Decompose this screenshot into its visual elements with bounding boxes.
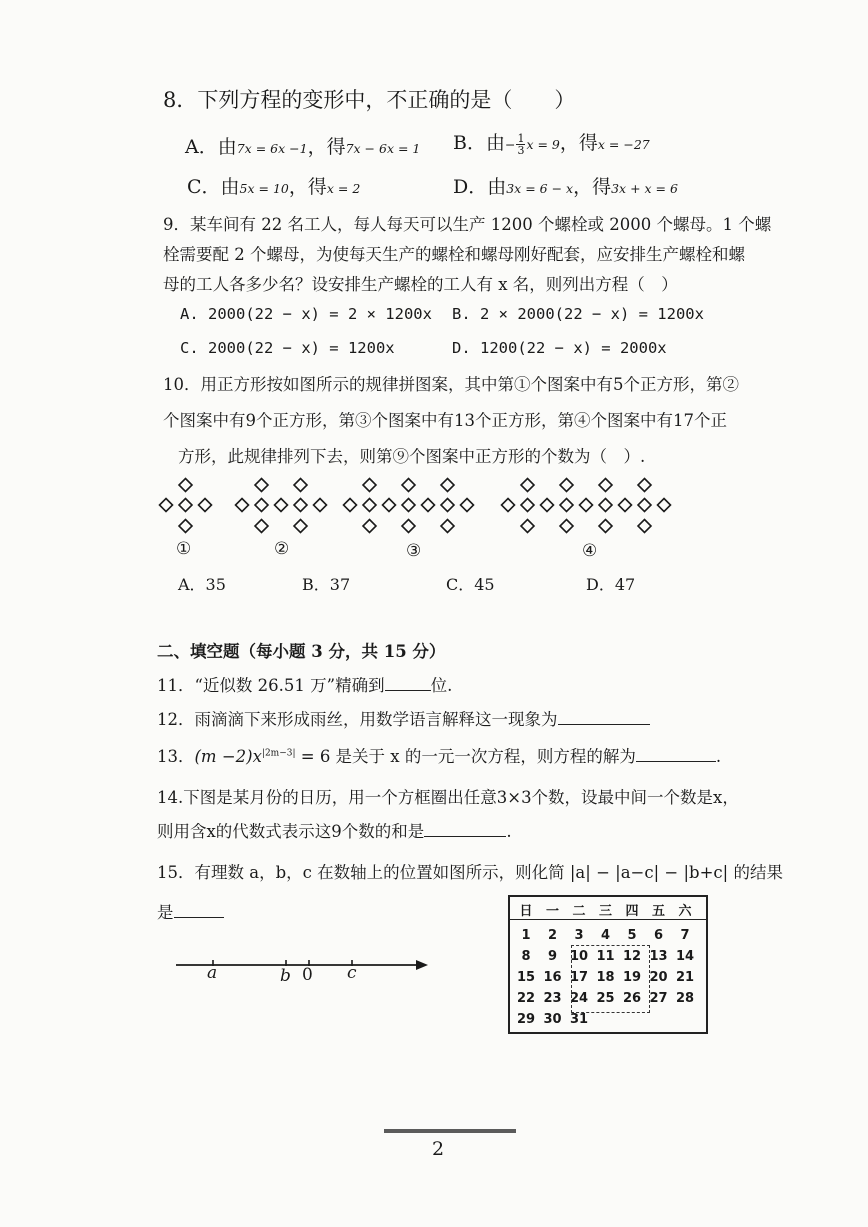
- pattern-square-4-mid-5: [599, 499, 612, 512]
- calendar-day: 6: [653, 928, 664, 943]
- calendar-day: 17: [569, 970, 589, 985]
- calendar-day: 1: [521, 928, 531, 943]
- q14-blank: [424, 820, 506, 837]
- calendar-day: 15: [516, 970, 536, 985]
- pattern-square-4-mid-6: [619, 499, 632, 512]
- q13-exponent: |2m−3|: [261, 748, 296, 759]
- pattern-square-3-mid-5: [441, 499, 454, 512]
- pattern-square-3-mid-3: [402, 499, 415, 512]
- calendar-day: 3: [574, 928, 584, 943]
- q13-prefix: 13．: [157, 747, 195, 766]
- fraction-denominator: 3: [517, 144, 525, 157]
- calendar-day: 7: [680, 928, 690, 943]
- pattern-square-4-mid-4: [580, 499, 593, 512]
- pattern-square-3-mid-6: [461, 499, 474, 512]
- q8-option-a-label: A．由: [185, 136, 237, 158]
- calendar-day: 12: [622, 949, 642, 964]
- q12: [157, 706, 650, 730]
- calendar-weekday-header: 四: [625, 904, 639, 919]
- q8-option-b: [453, 128, 650, 156]
- pattern-square-3-top-1: [363, 479, 376, 492]
- pattern-square-1-mid-0: [160, 499, 173, 512]
- q8-b-eq2: x = −27: [597, 137, 650, 152]
- pattern-square-4-top-3: [560, 479, 573, 492]
- q14-text: 则用含x的代数式表示这9个数的和是: [157, 822, 425, 841]
- q8-c-mid: ，得: [288, 176, 327, 198]
- calendar-weekday-header: 日: [519, 904, 533, 919]
- q8-b-minus: −: [504, 137, 516, 152]
- calendar: [508, 895, 708, 1034]
- q12-blank: [558, 708, 650, 725]
- number-line-label-c: c: [347, 963, 357, 983]
- pattern-square-4-bot-1: [521, 520, 534, 533]
- q13-text: = 6 是关于 x 的一元一次方程，则方程的解为: [295, 747, 636, 766]
- calendar-weekday-header: 三: [598, 904, 612, 919]
- pattern-square-4-top-1: [521, 479, 534, 492]
- pattern-square-3-mid-1: [363, 499, 376, 512]
- page-number: 2: [432, 1138, 445, 1160]
- q8-option-d-label: D．由: [453, 176, 507, 198]
- q9-line-1: 9．某车间有 22 名工人，每人每天可以生产 1200 个螺栓或 2000 个螺母。1 个螺: [163, 215, 772, 234]
- pattern-square-3-mid-4: [422, 499, 435, 512]
- calendar-day: 2: [547, 928, 558, 943]
- q9-option-c: C. 2000(22 − x) = 1200x: [180, 339, 395, 357]
- calendar-day: 30: [543, 1012, 562, 1027]
- pattern-square-3-bot-3: [402, 520, 415, 533]
- calendar-day: 28: [675, 991, 695, 1006]
- pattern-square-1-bot-1: [179, 520, 192, 533]
- q8-option-a: [185, 132, 420, 159]
- pattern-square-1-mid-1: [179, 499, 192, 512]
- calendar-day: 23: [543, 991, 562, 1006]
- q8-b-mid: ，得: [559, 132, 598, 154]
- q14-line-1: 14.下图是某月份的日历，用一个方框圈出任意3×3个数，设最中间一个数是x，: [157, 788, 739, 807]
- q8-a-eq1: 7x = 6x −1: [236, 141, 308, 156]
- q8-b-fraction: [516, 133, 525, 156]
- pattern-square-2-bot-3: [294, 520, 307, 533]
- calendar-weekday-header: 六: [678, 904, 692, 919]
- pattern-square-2-mid-0: [236, 499, 249, 512]
- q10-line-3: 方形，此规律排列下去，则第⑨个图案中正方形的个数为（ ）.: [178, 447, 646, 466]
- q15-blank: [174, 901, 224, 918]
- q9-line-3: 母的工人各多少名？设安排生产螺栓的工人有 x 名，则列出方程（ ）: [163, 275, 678, 294]
- pattern-square-3-mid-2: [383, 499, 396, 512]
- pattern-square-2-mid-1: [255, 499, 268, 512]
- calendar-weekday-header: 五: [651, 904, 665, 919]
- pattern-square-4-mid-2: [541, 499, 554, 512]
- q13: [157, 743, 721, 767]
- pattern-square-2-top-1: [255, 479, 268, 492]
- q14-line-2: [157, 818, 512, 842]
- pattern-square-4-mid-3: [560, 499, 573, 512]
- calendar-day: 22: [516, 991, 536, 1006]
- pattern-square-4-mid-7: [638, 499, 651, 512]
- calendar-day: 20: [649, 970, 668, 985]
- q8-c-eq1: 5x = 10: [239, 181, 289, 196]
- number-line-label-zero: 0: [302, 965, 313, 985]
- q13-post: .: [715, 747, 722, 766]
- calendar-day: 14: [675, 949, 695, 964]
- calendar-day: 16: [543, 970, 562, 985]
- pattern-label-4: ④: [582, 541, 598, 561]
- q10-line-1: 10．用正方形按如图所示的规律拼图案，其中第①个图案中有5个正方形，第②: [163, 375, 739, 394]
- pattern-square-4-mid-1: [521, 499, 534, 512]
- q8-option-c: [187, 172, 360, 199]
- pattern-label-2: ②: [274, 539, 290, 559]
- q8-a-eq2: 7x − 6x = 1: [345, 141, 421, 156]
- q10-option-c: C．45: [446, 575, 495, 594]
- pattern-square-3-bot-1: [363, 520, 376, 533]
- q13-expression: (m −2)x: [194, 747, 262, 766]
- q12-text: 12．雨滴滴下来形成雨丝，用数学语言解释这一现象为: [157, 710, 558, 729]
- pattern-square-4-bot-7: [638, 520, 651, 533]
- footer-smudge: [384, 1129, 516, 1133]
- q8-stem: 8．下列方程的变形中，不正确的是（ ）: [163, 88, 576, 112]
- calendar-day: 5: [627, 928, 637, 943]
- calendar-day: 13: [649, 949, 668, 964]
- pattern-square-1-top-1: [179, 479, 192, 492]
- q15-line-2: [157, 899, 224, 923]
- pattern-square-4-mid-0: [502, 499, 515, 512]
- calendar-day: 18: [596, 970, 615, 985]
- fraction-numerator: 1: [517, 132, 525, 145]
- pattern-square-3-mid-0: [344, 499, 357, 512]
- q9-option-a: A. 2000(22 − x) = 2 × 1200x: [180, 305, 432, 323]
- q10-option-d: D．47: [586, 575, 636, 594]
- pattern-square-4-top-7: [638, 479, 651, 492]
- q11: [157, 672, 452, 696]
- q8-option-d: [453, 172, 678, 199]
- q15-text: 是: [157, 903, 174, 922]
- calendar-day: 8: [521, 949, 531, 964]
- pattern-square-2-mid-2: [275, 499, 288, 512]
- q9-option-b: B. 2 × 2000(22 − x) = 1200x: [452, 305, 704, 323]
- pattern-square-4-top-5: [599, 479, 612, 492]
- q8-a-mid: ，得: [307, 136, 346, 158]
- q10-option-b: B．37: [302, 575, 351, 594]
- calendar-day: 27: [649, 991, 668, 1006]
- q8-d-eq1: 3x = 6 − x: [506, 181, 574, 196]
- pattern-square-2-top-3: [294, 479, 307, 492]
- arrow-icon: [416, 960, 428, 970]
- q13-blank: [636, 745, 716, 762]
- square-pattern-figure: [150, 472, 710, 540]
- q9-line-2: 栓需要配 2 个螺母，为使每天生产的螺栓和螺母刚好配套，应安排生产螺栓和螺: [163, 245, 745, 264]
- q10-line-2: 个图案中有9个正方形，第③个图案中有13个正方形，第④个图案中有17个正: [163, 411, 727, 430]
- q8-d-mid: ，得: [573, 176, 612, 198]
- pattern-square-4-mid-8: [658, 499, 671, 512]
- calendar-day: 11: [596, 949, 615, 964]
- pattern-square-4-bot-5: [599, 520, 612, 533]
- calendar-day: 26: [622, 991, 642, 1006]
- q8-option-b-label: B．由: [453, 132, 505, 154]
- pattern-square-1-mid-2: [199, 499, 212, 512]
- section-title: 二、填空题（每小题 3 分，共 15 分）: [157, 642, 446, 661]
- calendar-weekday-header: 二: [572, 904, 586, 919]
- q11-text: 11．“近似数 26.51 万”精确到: [157, 676, 385, 695]
- pattern-square-4-bot-3: [560, 520, 573, 533]
- q15-line-1: 15．有理数 a，b，c 在数轴上的位置如图所示，则化简 |a| − |a−c| − |b+c| 的结果: [157, 863, 783, 882]
- q11-blank: [385, 674, 431, 691]
- calendar-day: 10: [569, 949, 589, 964]
- q8-b-rest: x = 9: [526, 137, 560, 152]
- number-line-label-b: b: [280, 966, 291, 986]
- calendar-weekday-header: 一: [545, 904, 559, 919]
- q9-option-d: D. 1200(22 − x) = 2000x: [452, 339, 667, 357]
- q14-post: .: [506, 822, 512, 841]
- calendar-day: 31: [569, 1012, 589, 1027]
- pattern-square-3-top-5: [441, 479, 454, 492]
- q8-c-eq2: x = 2: [326, 181, 361, 196]
- q11-post: 位.: [430, 676, 453, 695]
- calendar-day: 9: [547, 949, 558, 964]
- pattern-square-2-bot-1: [255, 520, 268, 533]
- calendar-day: 29: [516, 1012, 536, 1027]
- calendar-day: 19: [622, 970, 642, 985]
- q8-option-c-label: C．由: [187, 176, 240, 198]
- calendar-header: [510, 897, 706, 920]
- pattern-label-3: ③: [406, 541, 422, 561]
- calendar-day: 21: [675, 970, 695, 985]
- q10-option-a: A．35: [178, 575, 226, 594]
- calendar-day: 25: [596, 991, 615, 1006]
- number-line-label-a: a: [207, 963, 218, 983]
- calendar-selection-box: [571, 945, 650, 1013]
- calendar-day: 24: [569, 991, 589, 1006]
- pattern-square-2-mid-3: [294, 499, 307, 512]
- pattern-square-2-mid-4: [314, 499, 327, 512]
- pattern-label-1: ①: [176, 539, 192, 559]
- pattern-square-3-top-3: [402, 479, 415, 492]
- calendar-day: 4: [600, 928, 611, 943]
- pattern-square-3-bot-5: [441, 520, 454, 533]
- q8-d-eq2: 3x + x = 6: [611, 181, 678, 196]
